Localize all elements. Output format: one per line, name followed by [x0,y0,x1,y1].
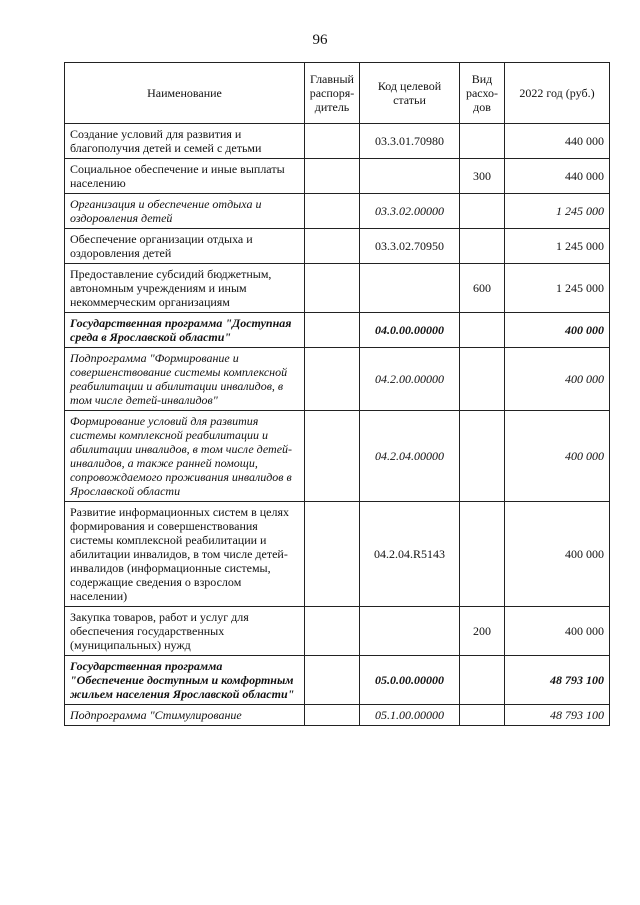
row-amount: 1 245 000 [505,264,610,313]
row-expense-type [460,411,505,502]
row-amount: 440 000 [505,124,610,159]
row-target-code: 05.1.00.00000 [360,705,460,726]
row-target-code [360,159,460,194]
row-name: Предоставление субсидий бюджетным, автономным учреждениям и иным некоммерческим организациям [65,264,305,313]
row-name: Развитие информационных систем в целях формирования и совершенствования системы комплексной реабилитации и абилитации инвалидов, в том числе детей-инвалидов (информационные системы, содержащие сведения о взрослом населении) [65,502,305,607]
row-chief-manager [305,607,360,656]
header-chief-manager: Главный распоря-дитель [305,63,360,124]
header-name: Наименование [65,63,305,124]
row-target-code: 04.2.00.00000 [360,348,460,411]
row-chief-manager [305,159,360,194]
row-target-code: 03.3.01.70980 [360,124,460,159]
row-name: Обеспечение организации отдыха и оздоровления детей [65,229,305,264]
row-name: Государственная программа "Доступная среда в Ярославской области" [65,313,305,348]
table-row [65,607,610,656]
table-row [65,194,610,229]
table-row [65,411,610,502]
row-amount: 400 000 [505,502,610,607]
row-expense-type: 300 [460,159,505,194]
table-row [65,229,610,264]
table-row [65,124,610,159]
row-expense-type [460,313,505,348]
row-target-code: 03.3.02.70950 [360,229,460,264]
row-amount: 440 000 [505,159,610,194]
row-name: Государственная программа "Обеспечение доступным и комфортным жильем населения Ярославской области" [65,656,305,705]
row-expense-type: 200 [460,607,505,656]
row-amount: 1 245 000 [505,194,610,229]
row-amount: 400 000 [505,411,610,502]
row-amount: 400 000 [505,348,610,411]
row-chief-manager [305,124,360,159]
header-target-code: Код целевой статьи [360,63,460,124]
row-amount: 1 245 000 [505,229,610,264]
table-row [65,264,610,313]
row-name: Создание условий для развития и благополучия детей и семей с детьми [65,124,305,159]
row-name: Социальное обеспечение и иные выплаты населению [65,159,305,194]
row-chief-manager [305,411,360,502]
row-expense-type [460,705,505,726]
row-amount: 48 793 100 [505,656,610,705]
table-row [65,705,610,726]
row-name: Закупка товаров, работ и услуг для обеспечения государственных (муниципальных) нужд [65,607,305,656]
header-expense-type: Вид расхо-дов [460,63,505,124]
row-expense-type: 600 [460,264,505,313]
header-amount: 2022 год (руб.) [505,63,610,124]
row-expense-type [460,194,505,229]
table-row [65,159,610,194]
row-expense-type [460,656,505,705]
row-target-code: 04.0.00.00000 [360,313,460,348]
row-target-code: 05.0.00.00000 [360,656,460,705]
table-row [65,348,610,411]
row-expense-type [460,502,505,607]
page-number: 96 [312,32,328,48]
row-expense-type [460,348,505,411]
budget-table [64,62,610,726]
row-chief-manager [305,194,360,229]
row-expense-type [460,229,505,264]
row-expense-type [460,124,505,159]
row-target-code: 03.3.02.00000 [360,194,460,229]
row-target-code [360,264,460,313]
table-header-row [65,63,610,124]
table-row [65,656,610,705]
table-row [65,502,610,607]
row-chief-manager [305,264,360,313]
row-target-code [360,607,460,656]
row-amount: 400 000 [505,607,610,656]
row-chief-manager [305,705,360,726]
table-row [65,313,610,348]
row-name: Формирование условий для развития системы комплексной реабилитации и абилитации инвалидов, в том числе детей-инвалидов, а также ранней помощи, сопровождаемого проживания инвалидов в Ярославской области [65,411,305,502]
row-amount: 400 000 [505,313,610,348]
row-chief-manager [305,656,360,705]
row-chief-manager [305,229,360,264]
row-name: Подпрограмма "Стимулирование [65,705,305,726]
row-target-code: 04.2.04.00000 [360,411,460,502]
row-chief-manager [305,313,360,348]
table-body [65,124,610,726]
row-name: Подпрограмма "Формирование и совершенствование системы комплексной реабилитации и абилитации инвалидов, в том числе детей-инвалидов" [65,348,305,411]
row-chief-manager [305,502,360,607]
row-amount: 48 793 100 [505,705,610,726]
row-name: Организация и обеспечение отдыха и оздоровления детей [65,194,305,229]
row-target-code: 04.2.04.R5143 [360,502,460,607]
row-chief-manager [305,348,360,411]
